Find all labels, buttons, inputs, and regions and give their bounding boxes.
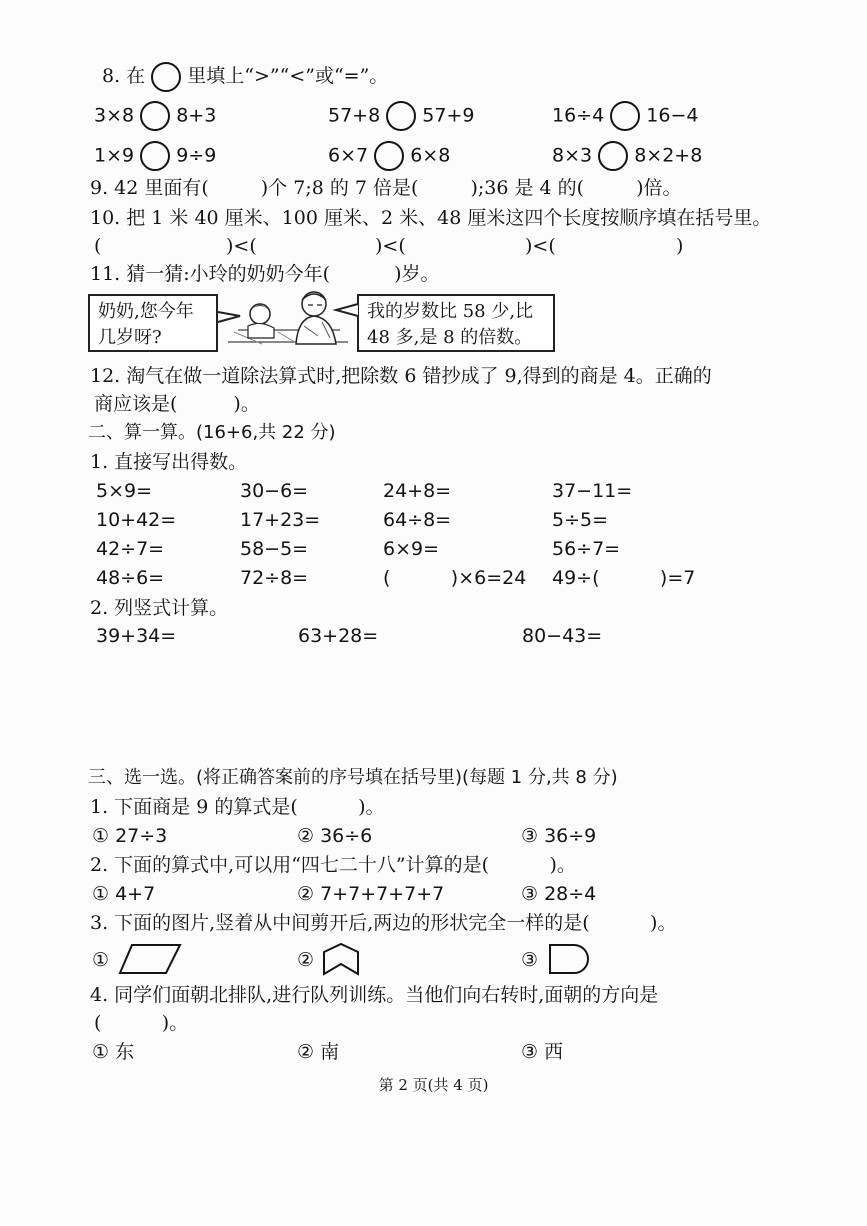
- speech-bubble-left: 奶奶,您今年 几岁呀?: [88, 294, 218, 352]
- calc-item: ( )×6=24: [383, 567, 527, 589]
- page-footer: 第 2 页(共 4 页): [378, 1076, 489, 1094]
- option-item[interactable]: ③ 西: [521, 1041, 564, 1063]
- option-item[interactable]: ①: [92, 949, 110, 971]
- q10-blank[interactable]: )<(: [226, 235, 257, 257]
- sec3-q2-stem: 2. 下面的算式中,可以用“四七二十八”计算的是( )。: [90, 854, 576, 876]
- calc-item: 6×9=: [383, 538, 440, 560]
- sec3-q1-stem: 1. 下面商是 9 的算式是( )。: [90, 796, 385, 818]
- q8-item: 16÷4 16−4: [552, 101, 698, 131]
- option-item[interactable]: ②: [297, 949, 315, 971]
- d-shape-icon: [548, 943, 592, 975]
- q10-blank[interactable]: )<(: [375, 235, 406, 257]
- option-item[interactable]: ② 36÷6: [297, 825, 373, 847]
- calc-item: 10+42=: [96, 509, 177, 531]
- section-2-title: 二、算一算。(16+6,共 22 分): [88, 422, 336, 443]
- q12-line1: 12. 淘气在做一道除法算式时,把除数 6 错抄成了 9,得到的商是 4。正确的: [90, 365, 712, 387]
- vertical-calc-item: 39+34=: [96, 625, 177, 647]
- calc-item: 64÷8=: [383, 509, 452, 531]
- q8-item: 57+8 57+9: [328, 101, 474, 131]
- calc-item: 5×9=: [96, 480, 153, 502]
- option-item[interactable]: ① 东: [92, 1041, 135, 1063]
- parallelogram-icon: [118, 943, 182, 975]
- calc-item: 37−11=: [552, 480, 633, 502]
- answer-circle-icon[interactable]: [374, 141, 404, 171]
- answer-circle-icon[interactable]: [140, 141, 170, 171]
- calc-item: 17+23=: [240, 509, 321, 531]
- section-3-title: 三、选一选。(将正确答案前的序号填在括号里)(每题 1 分,共 8 分): [88, 767, 618, 788]
- calc-item: 24+8=: [383, 480, 452, 502]
- q8-item: 1×9 9÷9: [94, 141, 216, 171]
- sec3-q3-stem: 3. 下面的图片,竖着从中间剪开后,两边的形状完全一样的是( )。: [90, 912, 677, 934]
- answer-circle-icon[interactable]: [598, 141, 628, 171]
- option-item[interactable]: ② 7+7+7+7+7: [297, 883, 445, 905]
- girl-and-grandma-illustration-icon: [218, 286, 358, 356]
- q11: 11. 猜一猜:小玲的奶奶今年( )岁。: [90, 263, 440, 285]
- vertical-calc-item: 63+28=: [298, 625, 379, 647]
- calc-item: 49÷( )=7: [552, 567, 696, 589]
- sec2-q2: 2. 列竖式计算。: [90, 597, 229, 619]
- calc-item: 72÷8=: [240, 567, 309, 589]
- q8-title: 8. 在 里填上“>”“<”或“=”。: [102, 62, 388, 92]
- sec3-q4-stem-cont: ( )。: [94, 1012, 189, 1034]
- option-item[interactable]: ① 4+7: [92, 883, 156, 905]
- calc-item: 48÷6=: [96, 567, 165, 589]
- pentagon-house-icon: [322, 942, 362, 976]
- option-item[interactable]: ③ 28÷4: [521, 883, 597, 905]
- calc-item: 5÷5=: [552, 509, 609, 531]
- q10-blank[interactable]: ): [676, 235, 684, 257]
- option-item[interactable]: ① 27÷3: [92, 825, 168, 847]
- sec2-q1: 1. 直接写出得数。: [90, 451, 248, 473]
- calc-item: 56÷7=: [552, 538, 621, 560]
- calc-item: 42÷7=: [96, 538, 165, 560]
- option-item[interactable]: ② 南: [297, 1041, 340, 1063]
- calc-item: 30−6=: [240, 480, 309, 502]
- answer-circle-icon: [151, 62, 181, 92]
- q9: 9. 42 里面有( )个 7;8 的 7 倍是( );36 是 4 的( )倍。: [90, 177, 682, 199]
- q8-item: 3×8 8+3: [94, 101, 216, 131]
- option-item[interactable]: ③: [521, 949, 539, 971]
- answer-circle-icon[interactable]: [610, 101, 640, 131]
- speech-bubble-right: 我的岁数比 58 少,比 48 多,是 8 的倍数。: [357, 294, 555, 352]
- q10-blank[interactable]: (: [94, 235, 102, 257]
- q10-text: 10. 把 1 米 40 厘米、100 厘米、2 米、48 厘米这四个长度按顺序填在括号里。: [90, 207, 772, 229]
- q8-item: 8×3 8×2+8: [552, 141, 702, 171]
- q8-item: 6×7 6×8: [328, 141, 450, 171]
- answer-circle-icon[interactable]: [386, 101, 416, 131]
- vertical-calc-item: 80−43=: [522, 625, 603, 647]
- sec3-q4-stem: 4. 同学们面朝北排队,进行队列训练。当他们向右转时,面朝的方向是: [90, 984, 659, 1006]
- q12-line2: 商应该是( )。: [94, 393, 260, 415]
- answer-circle-icon[interactable]: [140, 101, 170, 131]
- option-item[interactable]: ③ 36÷9: [521, 825, 597, 847]
- q10-blank[interactable]: )<(: [525, 235, 556, 257]
- calc-item: 58−5=: [240, 538, 309, 560]
